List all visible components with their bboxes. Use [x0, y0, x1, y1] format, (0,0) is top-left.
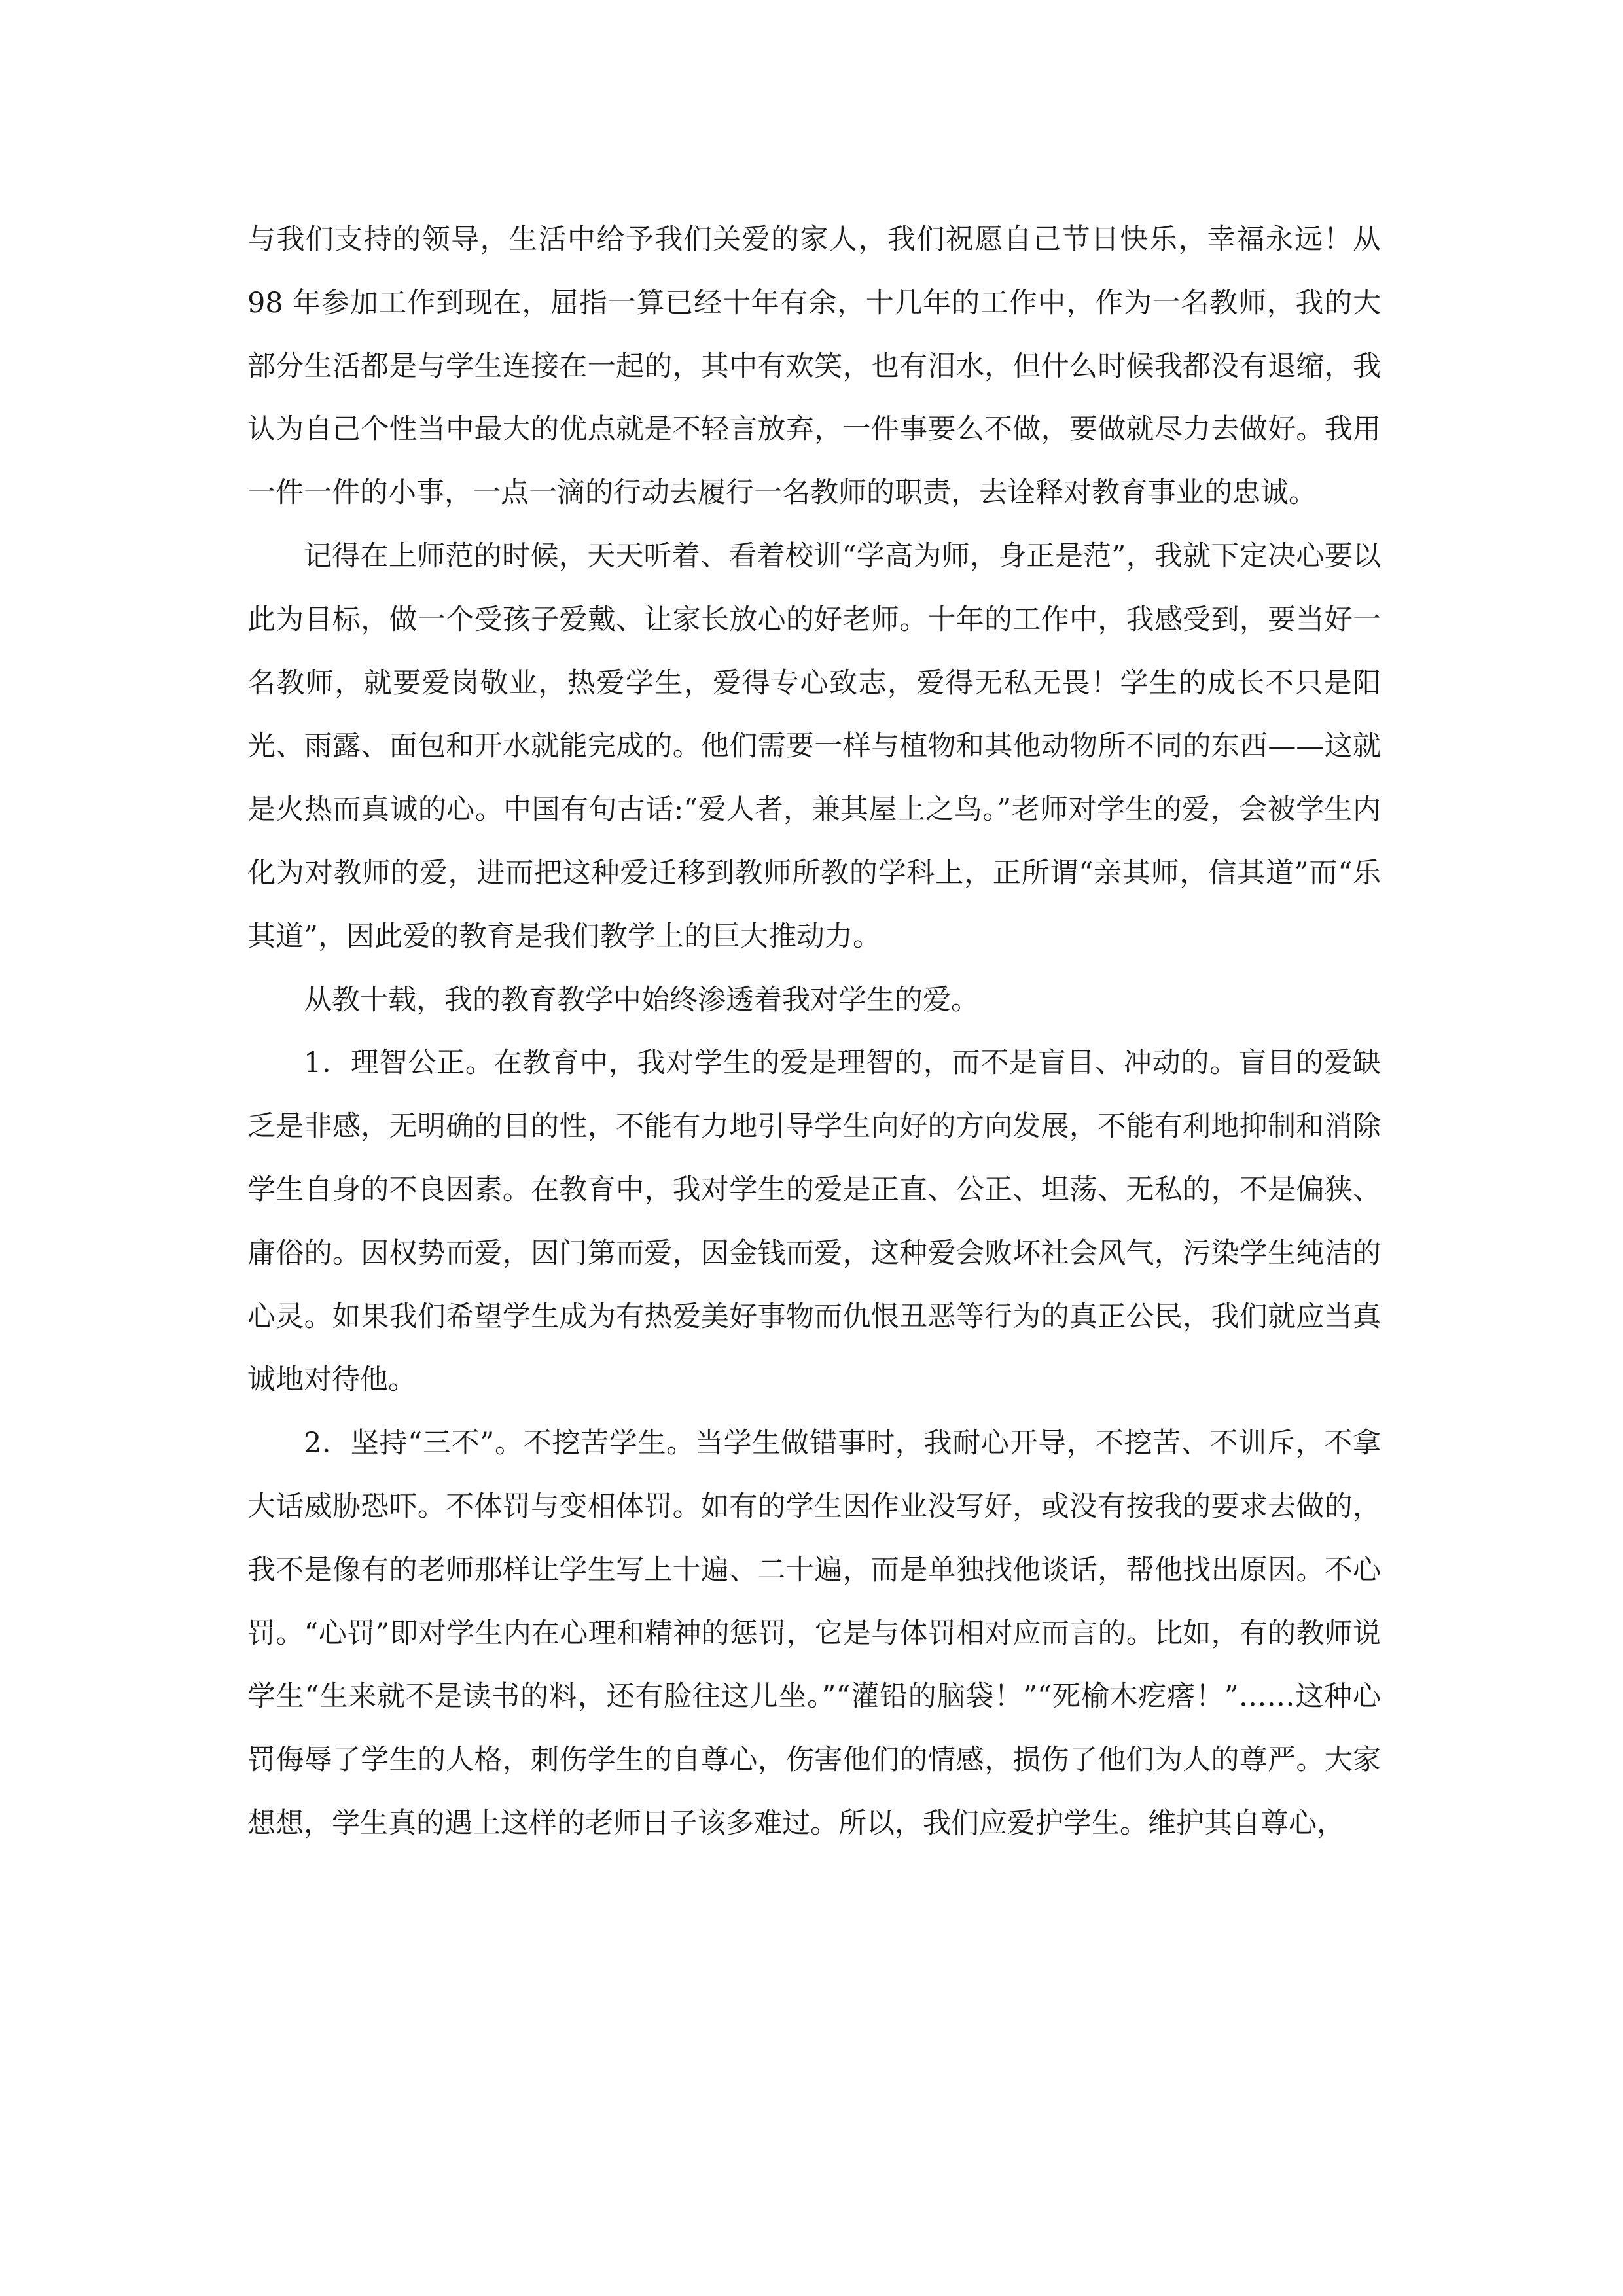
paragraph-ten-years: 从教十载，我的教育教学中始终渗透着我对学生的爱。: [304, 983, 979, 1016]
paragraph-point-2: 2．坚持“三不”。不挖苦学生。当学生做错事时，我耐心开导，不挖苦、不训斥，不拿大话威胁恐吓。不体罚与变相体罚。如有的学生因作业没写好，或没有按我的要求去做的，我不是像有的老师那样让学生写上十遍、二十遍，而是单独找他谈话，帮他找出原因。不心罚。“心罚”即对学生内在心理和精神的惩罚，它是与体罚相对应而言的。比如，有的教师说学生“生来就不是读书的料，还有脸往这儿坐。”“灌铅的脑袋！”“死榆木疙瘩！”……这种心罚侮辱了学生的人格，刺伤学生的自尊心，伤害他们的情感，损伤了他们为人的尊严。大家想想，学生真的遇上这样的老师日子该多难过。所以，我们应爱护学生。维护其自尊心，: [247, 1427, 1381, 1840]
document-page: [247, 208, 1381, 1856]
paragraph-teacher-ideal: 记得在上师范的时候，天天听着、看着校训“学高为师，身正是范”，我就下定决心要以此为目标，做一个受孩子爱戴、让家长放心的好老师。十年的工作中，我感受到，要当好一名教师，就要爱岗敬业，热爱学生，爱得专心致志，爱得无私无畏！学生的成长不只是阳光、雨露、面包和开水就能完成的。他们需要一样与植物和其他动物所不同的东西——这就是火热而真诚的心。中国有句古话:“爱人者，兼其屋上之鸟。”老师对学生的爱，会被学生内化为对教师的爱，进而把这种爱迁移到教师所教的学科上，正所谓“亲其师，信其道”而“乐其道”，因此爱的教育是我们教学上的巨大推动力。: [247, 539, 1381, 953]
paragraph-point-1: 1．理智公正。在教育中，我对学生的爱是理智的，而不是盲目、冲动的。盲目的爱缺乏是非感，无明确的目的性，不能有力地引导学生向好的方向发展，不能有利地抑制和消除学生自身的不良因素。在教育中，我对学生的爱是正直、公正、坦荡、无私的，不是偏狭、庸俗的。因权势而爱，因门第而爱，因金钱而爱，这种爱会败坏社会风气，污染学生纯洁的心灵。如果我们希望学生成为有热爱美好事物而仇恨丑恶等行为的真正公民，我们就应当真诚地对待他。: [247, 1047, 1381, 1397]
paragraph-continuation: 与我们支持的领导，生活中给予我们关爱的家人，我们祝愿自己节日快乐，幸福永远！从 98 年参加工作到现在，屈指一算已经十年有余，十几年的工作中，作为一名教师，我的大部分生活都是与学生连接在一起的，其中有欢笑，也有泪水，但什么时候我都没有退缩，我认为自己个性当中最大的优点就是不轻言放弃，一件事要么不做，要做就尽力去做好。我用一件一件的小事，一点一滴的行动去履行一名教师的职责，去诠释对教育事业的忠诚。: [247, 223, 1381, 510]
